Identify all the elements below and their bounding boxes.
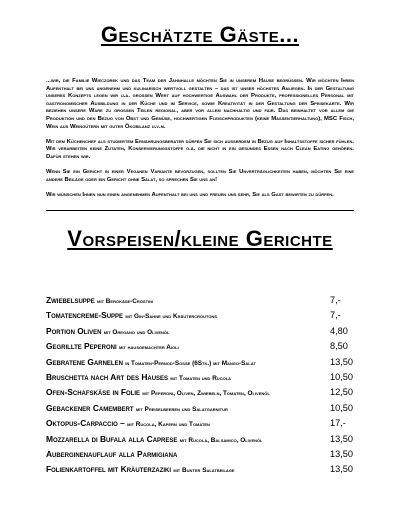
dish-line bbox=[46, 463, 235, 477]
section-divider bbox=[46, 210, 354, 211]
dish-name: Folienkartoffel mit Kräuterzaziki bbox=[46, 464, 172, 475]
dish-price: 13,50 bbox=[330, 464, 353, 475]
dish-price: 13,50 bbox=[330, 448, 353, 459]
menu-item bbox=[46, 340, 354, 355]
dish-name: Zwiebelsuppe bbox=[46, 295, 95, 305]
intro-paragraph: Wenn Sie ein Gericht in einer Veganen Variante bevorzugen, sollten Sie Unverträglichkeiten haben, möchten Sie eine andere Beilage oder ein Gericht ohne Salat, so sprechen Sie uns an! bbox=[46, 169, 354, 183]
dish-name: Mozzarella di Bufala alla Caprese bbox=[46, 433, 178, 444]
intro-text bbox=[46, 78, 354, 207]
dish-name: Bruschetta nach Art des Hauses bbox=[46, 371, 169, 382]
menu-item bbox=[46, 402, 354, 417]
dish-price: 17,- bbox=[330, 418, 346, 429]
dish-line bbox=[46, 433, 263, 447]
dish-name: Tomatencreme-Suppe bbox=[46, 310, 124, 321]
dish-line bbox=[46, 417, 210, 431]
menu-item bbox=[46, 417, 354, 432]
menu-item bbox=[46, 433, 354, 448]
menu-item bbox=[46, 448, 354, 463]
menu-item bbox=[46, 309, 354, 324]
dish-line bbox=[46, 448, 177, 462]
dish-description: mit Bergkäse-Crostini bbox=[97, 298, 154, 305]
dish-name: Gegrillte Peperoni bbox=[46, 341, 117, 352]
intro-paragraph: Wir wünschen Ihnen nun einen angenehmen Aufenthalt bei uns und freuen uns sehr, Sie als Gast bewirten zu dürfen. bbox=[46, 191, 334, 198]
menu-item bbox=[46, 463, 354, 478]
dish-description: mit Rucola, Balsamico, Olivenöl bbox=[179, 436, 263, 444]
menu-item bbox=[46, 386, 354, 401]
dish-line bbox=[46, 309, 217, 323]
dish-name: Auberginenauflauf alla Parmigiana bbox=[46, 448, 178, 459]
dish-line bbox=[46, 294, 153, 308]
dish-line bbox=[46, 325, 169, 339]
dish-description: mit Bunter Salatbeilage bbox=[173, 467, 235, 475]
menu-item bbox=[46, 294, 354, 309]
dish-name: Ofen-Schafskäse in Folie bbox=[46, 387, 140, 398]
dish-price: 8,50 bbox=[330, 341, 348, 352]
section-title: Vorspeisen/kleine Gerichte bbox=[67, 226, 333, 251]
page-title: Geschätzte Gäste... bbox=[100, 22, 300, 47]
dish-description: mit Rucola, Kapern und Tomaten bbox=[127, 421, 210, 429]
dish-line bbox=[46, 371, 231, 385]
dish-description: mit hausgemachter Aioli bbox=[118, 344, 179, 352]
intro-paragraph: Mit dem Küchenchef als studiertem Ernährungsberater dürfen Sie sich außerdem in Bezug auf Inhaltsstoffe sicher fühlen. Wir verarbeiten keine Zutaten, Konservierungsstoffe o.ä. die nicht in ein gesundes Essen nach Clean Eating gehören. Dafür stehen wir. bbox=[46, 138, 354, 160]
dish-price: 10,50 bbox=[330, 371, 353, 382]
dish-line bbox=[46, 386, 270, 400]
dish-name: Portion Oliven bbox=[46, 325, 102, 336]
menu-item bbox=[46, 325, 354, 340]
menu-item bbox=[46, 371, 354, 386]
dish-description: in Tomaten-Pernod-Soße (6Stk.) mit Mango-Salat bbox=[125, 359, 256, 367]
dish-name: Oktopus-Carpaccio – bbox=[46, 418, 125, 429]
dish-price: 13,50 bbox=[330, 356, 353, 367]
dish-name: Gebackener Camembert bbox=[46, 402, 134, 413]
dish-description: mit Peperoni, Oliven, Zwiebeln, Tomaten, Olivenöl bbox=[142, 390, 270, 398]
dish-line bbox=[46, 356, 256, 370]
intro-paragraph: ...wir, die Familie Wieczorek und das Team der Jahnhalle möchten Sie in unserem Hause begrüßen. Wir möchten Ihren Aufenthalt bei uns angenehm und kulinarisch wertvoll gestalten – das ist unser höchstes Anliegen. In der Gestaltung unseres Konzepts legen wir u.a. großen Wert auf hochwertige Auswahl der Produkte, professionelles Personal mit gastronomischer Ausbildung in der Küche und im Service, sowie Kreativität in der Gestaltung der Speisekarte. Wir beziehen unsere Ware zu großen Teilen regional, aber vor allem nachhaltig und fair. Das beinhaltet vor allem die Produktion und den Bezug von Obst und Gemüse, hochwertigen Fleischprodukten (keine Massentierhaltung), MSC Fisch, Wein aus Weingütern mit guter Ökobilanz u.v.m. bbox=[46, 78, 354, 130]
dish-price: 10,50 bbox=[330, 402, 353, 413]
dish-description: mit Oregano und Olivenöl bbox=[103, 328, 170, 336]
dish-name: Gebratene Garnelen bbox=[46, 356, 123, 367]
dish-line bbox=[46, 402, 228, 416]
dish-price: 7,- bbox=[330, 310, 341, 321]
dish-line bbox=[46, 340, 179, 354]
dish-description: mit Tomaten und Rucola bbox=[170, 374, 232, 382]
dish-price: 7,- bbox=[330, 295, 341, 305]
dish-description: mit Gin-Sahne und Kräutercroutons bbox=[125, 313, 218, 321]
dish-description: mit Preiselbeeren und Salatgarnitur bbox=[135, 405, 228, 413]
dish-price: 13,50 bbox=[330, 433, 353, 444]
menu-list bbox=[46, 294, 354, 479]
dish-price: 4,80 bbox=[330, 325, 348, 336]
dish-price: 12,50 bbox=[330, 387, 353, 398]
menu-item bbox=[46, 356, 354, 371]
